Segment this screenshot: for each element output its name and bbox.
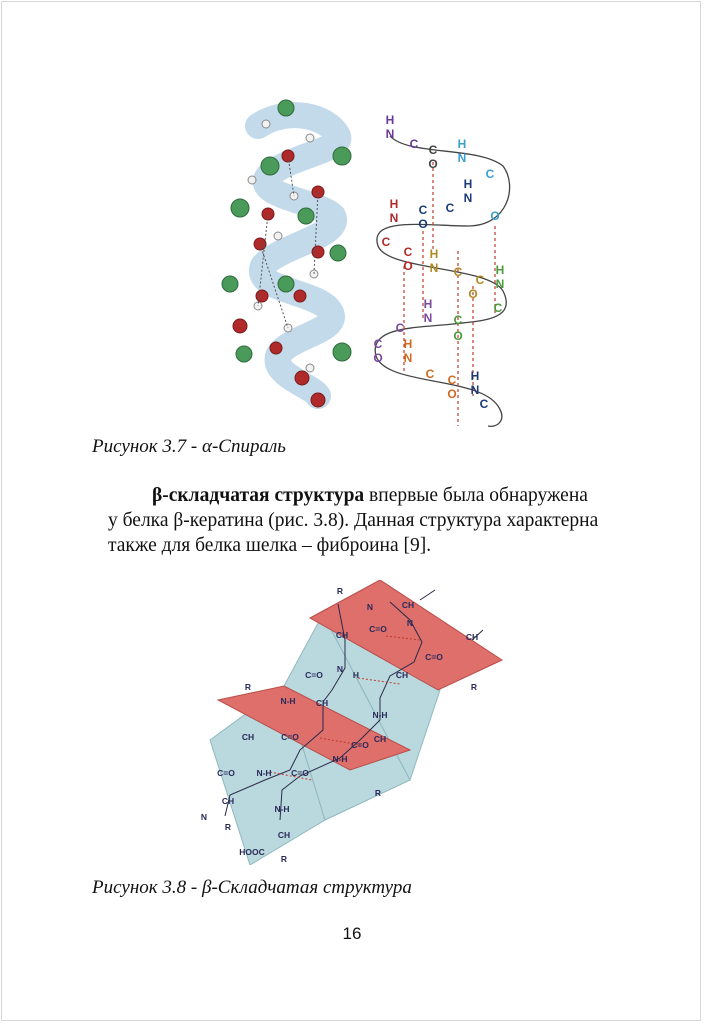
paragraph-line-1-rest: впервые была обнаружена xyxy=(364,485,588,506)
svg-text:N: N xyxy=(389,211,399,225)
svg-text:C: C xyxy=(485,167,495,181)
figure-3-7-caption: Рисунок 3.7 - α-Спираль xyxy=(92,436,286,457)
figure-3-8-caption: Рисунок 3.8 - β-Складчатая структура xyxy=(92,877,412,898)
svg-text:H: H xyxy=(463,177,473,191)
helix-ribbon-model xyxy=(222,100,351,407)
svg-text:H: H xyxy=(403,337,413,351)
svg-text:C: C xyxy=(453,313,463,327)
label-ch-8: CH xyxy=(221,796,235,806)
label-r-5: R xyxy=(224,822,232,832)
svg-text:N: N xyxy=(457,151,467,165)
label-co-5: C=O xyxy=(351,740,369,750)
svg-text:O: O xyxy=(418,217,428,231)
svg-text:C: C xyxy=(425,367,435,381)
svg-text:N: N xyxy=(423,311,433,325)
svg-text:C: C xyxy=(447,373,457,387)
svg-text:N: N xyxy=(385,127,395,141)
label-r-2: R xyxy=(470,682,478,692)
label-n-1: N xyxy=(366,602,374,612)
svg-text:O: O xyxy=(490,209,500,223)
svg-text:H: H xyxy=(423,297,433,311)
label-nh-5: N-H xyxy=(274,804,290,814)
label-ch-1: CH xyxy=(335,630,349,640)
label-n-3: N xyxy=(336,664,344,674)
label-co-3: C=O xyxy=(305,670,323,680)
svg-text:O: O xyxy=(428,157,438,171)
svg-text:N: N xyxy=(463,191,473,205)
svg-text:H: H xyxy=(389,197,399,211)
svg-text:O: O xyxy=(447,387,457,401)
page-number: 16 xyxy=(342,924,362,943)
label-ch-9: CH xyxy=(277,830,291,840)
label-ch-6: CH xyxy=(241,732,255,742)
alpha-helix-figure xyxy=(218,96,518,434)
svg-text:C: C xyxy=(418,203,428,217)
paragraph-line-3: также для белка шелка – фиброина [9]. xyxy=(108,535,432,556)
label-ch-4: CH xyxy=(395,670,409,680)
svg-text:C: C xyxy=(479,397,489,411)
label-nh-1: N-H xyxy=(372,710,388,720)
svg-text:C: C xyxy=(381,235,391,249)
svg-text:N: N xyxy=(403,351,413,365)
label-r-6: R xyxy=(280,854,288,864)
body-paragraph xyxy=(108,483,608,558)
label-co-6: C=O xyxy=(217,768,235,778)
svg-text:O: O xyxy=(453,329,463,343)
label-co-1: C=O xyxy=(369,624,387,634)
svg-text:N: N xyxy=(495,277,505,291)
label-ch-5: CH xyxy=(315,698,329,708)
svg-text:C: C xyxy=(395,321,405,335)
svg-text:O: O xyxy=(468,287,478,301)
label-co-4: C=O xyxy=(281,732,299,742)
beta-sheet-figure xyxy=(190,580,510,865)
paragraph-line-1 xyxy=(108,483,608,508)
label-co-2: C=O xyxy=(425,652,443,662)
label-co-7: C=O xyxy=(291,768,309,778)
svg-text:H: H xyxy=(495,263,505,277)
svg-text:C: C xyxy=(428,143,438,157)
svg-text:H: H xyxy=(429,247,439,261)
label-r-3: R xyxy=(244,682,252,692)
svg-text:H: H xyxy=(470,369,480,383)
helix-schematic xyxy=(373,113,509,426)
svg-text:O: O xyxy=(373,351,383,365)
label-n-2: N xyxy=(406,618,414,628)
label-nh-2: N-H xyxy=(280,696,296,706)
label-h-1: H xyxy=(352,670,360,680)
svg-text:H: H xyxy=(385,113,395,127)
pleated-sheet-planes xyxy=(210,580,502,865)
label-nh-3: N-H xyxy=(332,754,348,764)
svg-text:N: N xyxy=(470,383,480,397)
paragraph-line-2: у белка β-кератина (рис. 3.8). Данная структура характерна xyxy=(108,510,599,531)
svg-text:C: C xyxy=(403,245,413,259)
svg-text:H: H xyxy=(457,137,467,151)
label-r-1: R xyxy=(336,586,344,596)
svg-text:C: C xyxy=(373,337,383,351)
svg-text:C: C xyxy=(409,137,419,151)
label-ch-3: CH xyxy=(465,632,479,642)
svg-text:N: N xyxy=(429,261,439,275)
label-ch-2: CH xyxy=(401,600,415,610)
svg-text:O: O xyxy=(403,259,413,273)
svg-text:C: C xyxy=(445,201,455,215)
label-hooc: HOOC xyxy=(239,847,265,857)
label-n-4: N xyxy=(200,812,208,822)
label-r-4: R xyxy=(374,788,382,798)
svg-text:C: C xyxy=(453,265,463,279)
svg-text:C: C xyxy=(493,301,503,315)
label-nh-4: N-H xyxy=(256,768,272,778)
label-ch-7: CH xyxy=(373,734,387,744)
svg-text:C: C xyxy=(475,273,485,287)
term-beta-sheet: β-складчатая структура xyxy=(152,485,365,506)
